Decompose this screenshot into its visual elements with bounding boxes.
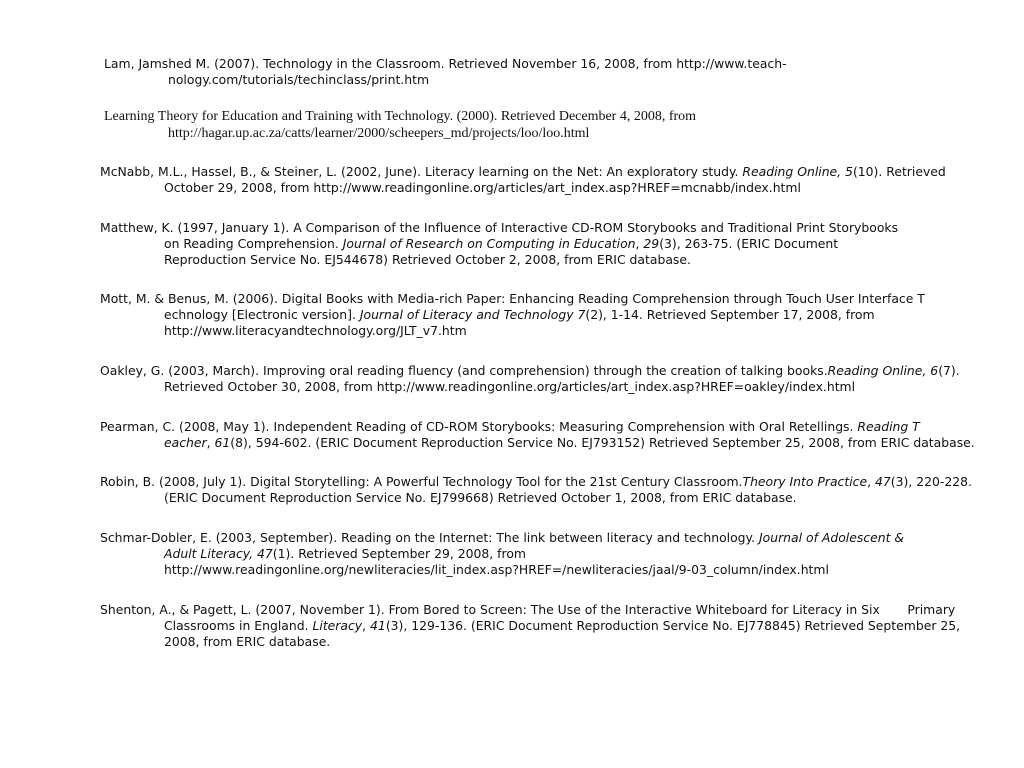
reference-mott — [100, 291, 960, 339]
reference-line: Oakley, G. (2003, March). Improving oral reading fluency (and comprehension) through the creation of talking books.Reading Online, 6(7). — [100, 363, 960, 378]
reference-line: 2008, from ERIC database. — [164, 634, 331, 649]
reference-oakley — [100, 363, 960, 395]
reference-line: http://www.readingonline.org/newliteracies/lit_index.asp?HREF=/newliteracies/jaal/9-03_column/index.html — [164, 562, 829, 577]
reference-schmar-dobler — [100, 530, 960, 578]
reference-mcnabb — [100, 164, 960, 196]
reference-pearman — [100, 419, 975, 451]
reference-line: Schmar-Dobler, E. (2003, September). Reading on the Internet: The link between literacy and technology. Journal of Adolescent & — [100, 530, 905, 545]
reference-line: Mott, M. & Benus, M. (2006). Digital Books with Media-rich Paper: Enhancing Reading Comprehension through Touch User Interface T — [100, 291, 925, 306]
reference-line: Matthew, K. (1997, January 1). A Comparison of the Influence of Interactive CD-ROM Storybooks and Traditional Print Storybooks — [100, 220, 899, 235]
reference-line: Classrooms in England. Literacy, 41(3), 129-136. (ERIC Document Reproduction Service No. EJ778845) Retrieved September 25, — [164, 618, 961, 633]
reference-line: (ERIC Document Reproduction Service No. EJ799668) Retrieved October 1, 2008, from ERIC database. — [164, 490, 797, 505]
reference-line: Adult Literacy, 47(1). Retrieved September 29, 2008, from — [164, 546, 526, 561]
reference-line: Lam, Jamshed M. (2007). Technology in the Classroom. Retrieved November 16, 2008, from http://www.teach- — [104, 56, 787, 71]
reference-line: Learning Theory for Education and Training with Technology. (2000). Retrieved December 4, 2008, from — [104, 109, 697, 124]
reference-line: Retrieved October 30, 2008, from http://www.readingonline.org/articles/art_index.asp?HREF=oakley/index.html — [164, 379, 856, 394]
reference-line: echnology [Electronic version]. Journal of Literacy and Technology 7(2), 1-14. Retrieved September 17, 2008, from — [164, 307, 875, 322]
reference-line: http://hagar.up.ac.za/catts/learner/2000/scheepers_md/projects/loo/loo.html — [168, 126, 590, 141]
reference-line: eacher, 61(8), 594-602. (ERIC Document Reproduction Service No. EJ793152) Retrieved September 25, 2008, from ERIC database. — [164, 435, 975, 450]
reference-matthew — [100, 220, 960, 268]
reference-learning-theory — [104, 108, 964, 142]
reference-line: Robin, B. (2008, July 1). Digital Storytelling: A Powerful Technology Tool for the 21st Century Classroom.Theory Into Practice, 47(3), 220-228. — [100, 474, 972, 489]
reference-line: nology.com/tutorials/techinclass/print.htm — [168, 72, 430, 87]
reference-line: Reproduction Service No. EJ544678) Retrieved October 2, 2008, from ERIC database. — [164, 252, 691, 267]
reference-lam — [104, 56, 964, 88]
reference-shenton — [100, 602, 960, 650]
reference-line: Shenton, A., & Pagett, L. (2007, November 1). From Bored to Screen: The Use of the Interactive Whiteboard for Literacy in Six Primary — [100, 602, 956, 617]
reference-line: Pearman, C. (2008, May 1). Independent Reading of CD-ROM Storybooks: Measuring Comprehension with Oral Retellings. Reading T — [100, 419, 920, 434]
reference-robin — [100, 474, 972, 506]
reference-line: October 29, 2008, from http://www.readingonline.org/articles/art_index.asp?HREF=mcnabb/index.html — [164, 180, 801, 195]
reference-line: on Reading Comprehension. Journal of Research on Computing in Education, 29(3), 263-75. (ERIC Document — [164, 236, 839, 251]
reference-line: McNabb, M.L., Hassel, B., & Steiner, L. (2002, June). Literacy learning on the Net: An exploratory study. Reading Online, 5(10). Retrieved — [100, 164, 946, 179]
reference-line: http://www.literacyandtechnology.org/JLT_v7.htm — [164, 323, 467, 338]
